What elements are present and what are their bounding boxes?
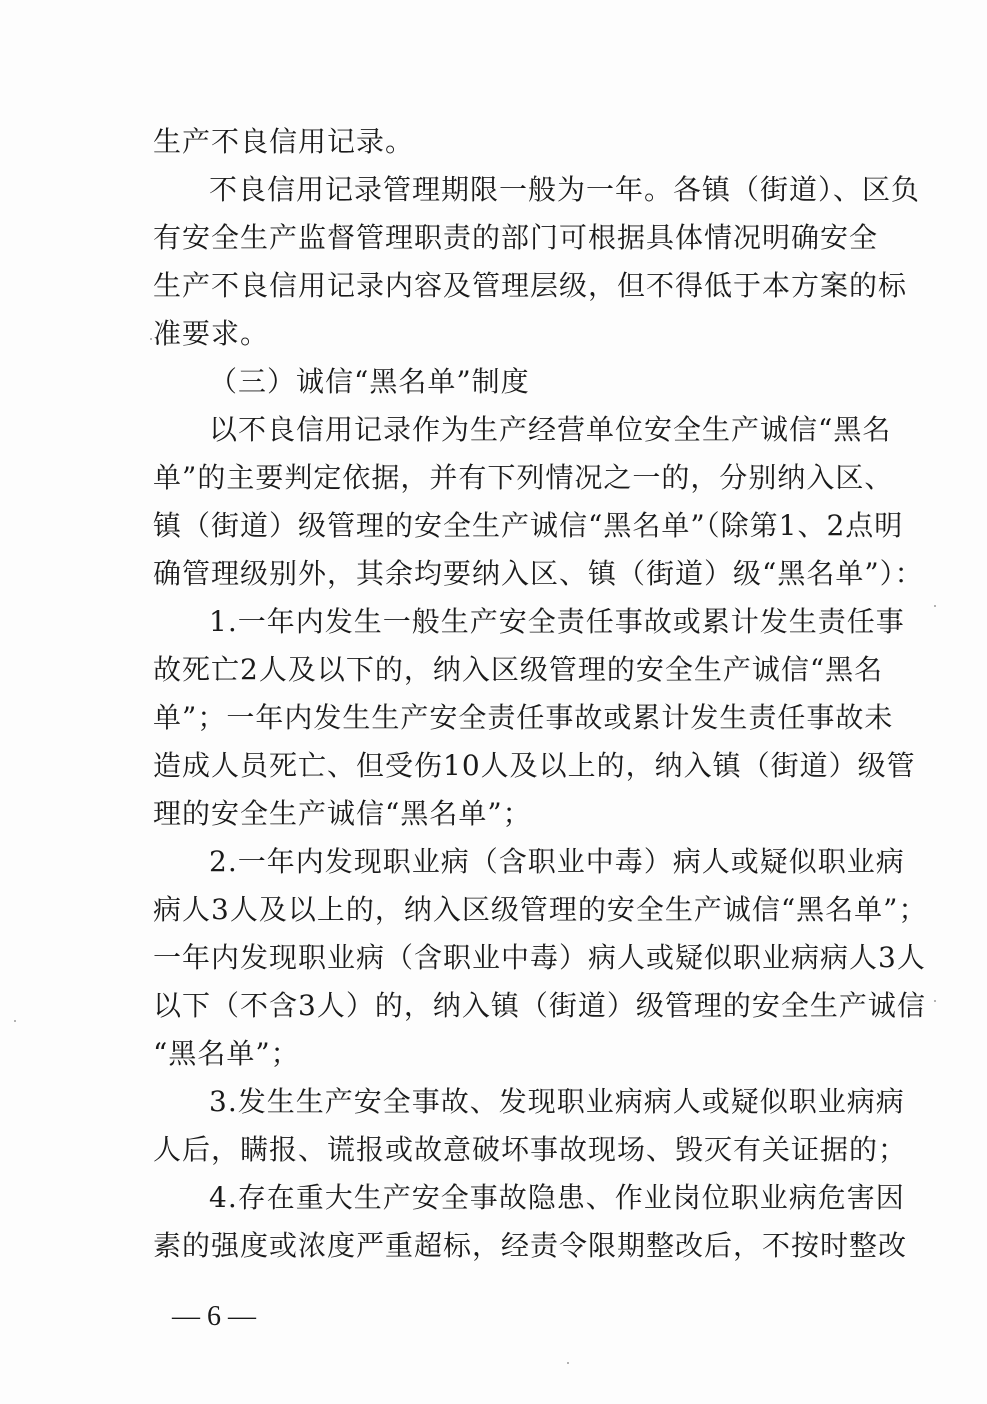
page-number: — 6 — bbox=[172, 1301, 256, 1332]
text-line: 单”的主要判定依据，并有下列情况之一的，分别纳入区、 bbox=[153, 461, 894, 494]
text-line: 生产不良信用记录内容及管理层级，但不得低于本方案的标 bbox=[153, 269, 908, 302]
text-line: 故死亡2人及以下的，纳入区级管理的安全生产诚信“黑名 bbox=[153, 653, 884, 686]
text-line: 4.存在重大生产安全事故隐患、作业岗位职业病危害因 bbox=[209, 1181, 905, 1214]
text-line: 确管理级别外，其余均要纳入区、镇（街道）级“黑名单”）： bbox=[153, 557, 924, 590]
text-line: 不良信用记录管理期限一般为一年。各镇（街道）、区负 bbox=[209, 173, 921, 206]
text-line: 1.一年内发生一般生产安全责任事故或累计发生责任事 bbox=[209, 605, 905, 638]
text-line: 镇（街道）级管理的安全生产诚信“黑名单”（除第1、2点明 bbox=[153, 509, 904, 542]
scan-speck bbox=[150, 338, 152, 340]
text-line: 以不良信用记录作为生产经营单位安全生产诚信“黑名 bbox=[209, 413, 892, 446]
text-line: 造成人员死亡、但受伤10人及以上的，纳入镇（街道）级管 bbox=[153, 749, 916, 782]
text-line: “黑名单”； bbox=[153, 1037, 300, 1070]
text-line: 人后，瞒报、谎报或故意破坏事故现场、毁灭有关证据的； bbox=[153, 1133, 908, 1166]
scan-speck bbox=[934, 605, 936, 607]
scan-speck bbox=[934, 1000, 936, 1002]
text-line: 病人3人及以上的，纳入区级管理的安全生产诚信“黑名单”； bbox=[153, 893, 928, 926]
text-line: 理的安全生产诚信“黑名单”； bbox=[153, 797, 532, 830]
text-line: 3.发生生产安全事故、发现职业病病人或疑似职业病病 bbox=[209, 1085, 905, 1118]
scan-speck bbox=[14, 1020, 16, 1022]
text-line: 有安全生产监督管理职责的部门可根据具体情况明确安全 bbox=[153, 221, 879, 254]
text-line: 素的强度或浓度严重超标，经责令限期整改后，不按时整改 bbox=[153, 1229, 908, 1262]
scan-speck bbox=[567, 1362, 569, 1364]
text-line: 准要求。 bbox=[153, 317, 270, 350]
text-line: 生产不良信用记录。 bbox=[153, 125, 415, 158]
text-line: 一年内发现职业病（含职业中毒）病人或疑似职业病病人3人 bbox=[153, 941, 926, 974]
text-line: 单”；一年内发生生产安全责任事故或累计发生责任事故未 bbox=[153, 701, 894, 734]
text-line: 以下（不含3人）的，纳入镇（街道）级管理的安全生产诚信 bbox=[153, 989, 926, 1022]
text-line: 2.一年内发现职业病（含职业中毒）病人或疑似职业病 bbox=[209, 845, 905, 878]
section-heading: （三）诚信“黑名单”制度 bbox=[209, 365, 530, 398]
